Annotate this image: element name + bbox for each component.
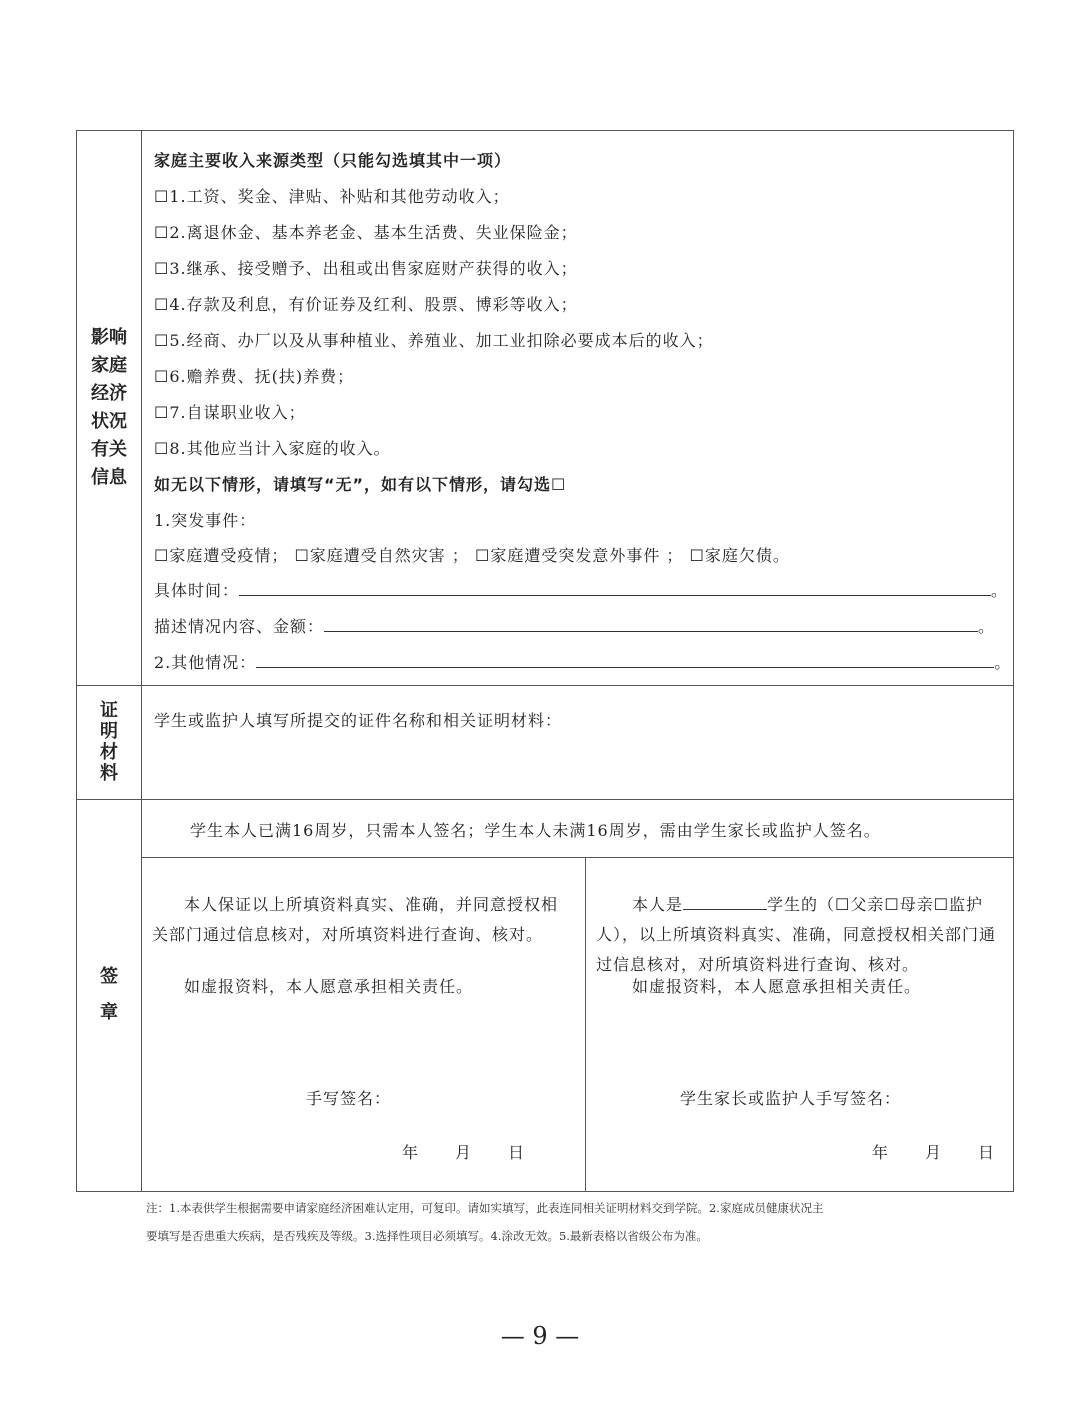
income-option-5[interactable]: ☐5.经商、办厂以及从事种植业、养殖业、加工业扣除必要成本后的收入；: [154, 331, 714, 350]
column-divider: [141, 131, 142, 1191]
other-input[interactable]: [256, 651, 994, 668]
proof-section-label: 证 明 材 料: [100, 700, 118, 784]
checkbox-icon[interactable]: ☐: [154, 187, 170, 206]
guardian-liability: 如虚报资料，本人愿意承担相关责任。: [632, 977, 922, 996]
income-option-3[interactable]: ☐3.继承、接受赠予、出租或出售家庭财产获得的收入；: [154, 259, 578, 278]
student-declaration: 本人保证以上所填资料真实、准确，并同意授权相关部门通过信息核对，对所填资料进行查询、核对。: [152, 895, 559, 944]
column-divider: [585, 857, 586, 1191]
checkbox-icon[interactable]: ☐: [474, 546, 491, 565]
situation-heading: 如无以下情形，请填写“无”，如有以下情形，请勾选☐: [154, 475, 567, 494]
income-option-7[interactable]: ☐7.自谋职业收入；: [154, 403, 306, 422]
checkbox-icon[interactable]: ☐: [154, 295, 170, 314]
checkbox-icon[interactable]: ☐: [689, 546, 705, 565]
checkbox-icon[interactable]: ☐: [154, 331, 170, 350]
income-section-label: 影响 家庭 经济 状况 有关 信息: [91, 327, 127, 488]
income-option-2[interactable]: ☐2.离退休金、基本养老金、基本生活费、失业保险金；: [154, 223, 578, 242]
checkbox-icon[interactable]: ☐: [154, 546, 170, 565]
student-sign-date: 年 月 日: [402, 1143, 526, 1162]
footnote-line-1: 注：1.本表供学生根据需要申请家庭经济困难认定用，可复印。请如实填写，此表连同相关证明材料交到学院。2.家庭成员健康状况主: [146, 1201, 824, 1215]
checkbox-icon[interactable]: ☐: [154, 259, 170, 278]
emergency-label: 1.突发事件：: [154, 511, 257, 530]
income-option-1[interactable]: ☐1.工资、奖金、津贴、补贴和其他劳动收入；: [154, 187, 510, 206]
checkbox-icon[interactable]: ☐: [294, 546, 310, 565]
student-name-input[interactable]: [683, 893, 767, 910]
time-input[interactable]: [239, 579, 991, 596]
proof-prompt: 学生或监护人填写所提交的证件名称和相关证明材料：: [154, 711, 563, 730]
row-divider: [141, 857, 1013, 858]
description-row: 描述情况内容、金额： 。: [154, 617, 996, 636]
footnote-line-2: 要填写是否患重大疾病，是否残疾及等级。3.选择性项目必须填写。4.涂改无效。5.最新表格以省级公布为准。: [146, 1229, 708, 1243]
time-row: 具体时间： 。: [154, 581, 1009, 600]
checkbox-icon[interactable]: ☐: [154, 439, 170, 458]
income-heading: 家庭主要收入来源类型（只能勾选填其中一项）: [154, 151, 512, 170]
student-sign-label[interactable]: 手写签名：: [306, 1089, 392, 1108]
guardian-sign-date: 年 月 日: [872, 1143, 996, 1162]
guardian-declaration: 本人是 学生的（☐父亲☐母亲☐监护人），以上所填资料真实、准确，同意授权相关部门通过信息核对，对所填资料进行查询、核对。: [596, 895, 997, 974]
student-liability: 如虚报资料，本人愿意承担相关责任。: [184, 977, 474, 996]
guardian-sign-label[interactable]: 学生家长或监护人手写签名：: [680, 1089, 902, 1108]
description-input[interactable]: [324, 615, 978, 632]
income-option-6[interactable]: ☐6.赡养费、抚(扶)养费；: [154, 367, 355, 386]
other-row: 2.其他情况： 。: [154, 653, 1012, 672]
page-number: — 9 —: [500, 1322, 580, 1350]
checkbox-icon[interactable]: ☐: [154, 403, 170, 422]
checkbox-icon[interactable]: ☐: [154, 367, 170, 386]
income-option-4[interactable]: ☐4.存款及利息，有价证券及红利、股票、博彩等收入；: [154, 295, 578, 314]
checkbox-icon[interactable]: ☐: [154, 223, 170, 242]
row-divider: [77, 685, 1013, 686]
sign-notice: 学生本人已满16周岁，只需本人签名；学生本人未满16周岁，需由学生家长或监护人签名。: [190, 821, 881, 840]
row-divider: [77, 799, 1013, 800]
sign-section-label: 签 章: [100, 966, 118, 1023]
emergency-options: ☐家庭遭受疫情； ☐家庭遭受自然灾害 ； ☐家庭遭受突发意外事件 ； ☐家庭欠债。: [154, 546, 790, 565]
income-option-8[interactable]: ☐8.其他应当计入家庭的收入。: [154, 439, 391, 458]
